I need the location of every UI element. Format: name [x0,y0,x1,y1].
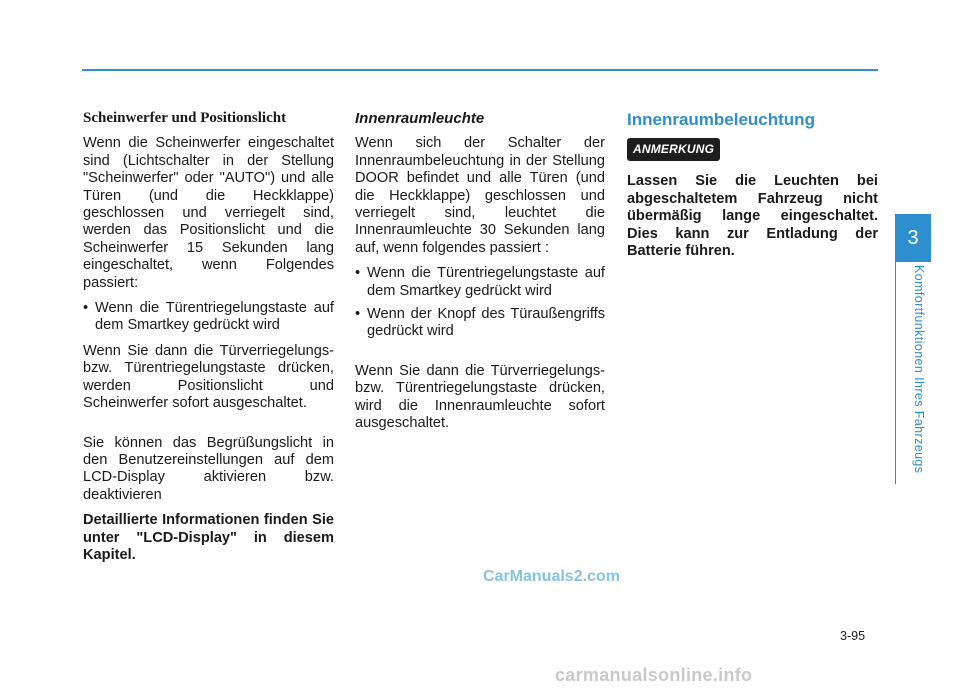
bullet-list-interior-lamp [355,265,605,341]
paragraph-interior-lamp-intro: Wenn sich der Schalter der Innenraumbeleuchtung in der Stellung DOOR befindet und alle Türen (und die Heckklappe) geschlossen und verriegelt sind, leuchtet die Innenraumleuchte 30 Sekunden lang auf, wenn folgendes passiert : [355,135,605,256]
list-item: • Wenn die Türentriegelungstaste auf dem Smartkey gedrückt wird [355,265,605,299]
watermark-carmanuals: CarManuals2.com [483,568,620,585]
paragraph-lcd-reference: Detaillierte Informationen finden Sie unter "LCD-Display" in diesem Kapitel. [83,512,334,563]
section-heading-interior-lighting: Innenraumbeleuchtung [627,110,815,129]
chapter-divider [895,262,896,484]
bullet-symbol: • [355,265,361,282]
paragraph-welcome-light: Sie können das Begrüßungslicht in den Benutzereinstellungen auf dem LCD-Display aktivieren bzw. deaktivieren [83,434,334,503]
chapter-title-vertical: Komfortfunktionen Ihres Fahrzeugs [912,265,926,474]
paragraph-headlights-intro: Wenn die Scheinwerfer eingeschaltet sind (Lichtschalter in der Stellung "Scheinwerfer" oder "AUTO") und alle Türen (und die Heckklappe) geschlossen und verriegelt sind, werden das Positionslicht und die Scheinwerfer 15 Sekunden lang eingeschaltet, wenn Folgendes passiert: [83,135,334,291]
section-heading-headlights: Scheinwerfer und Positionslicht [83,110,287,126]
paragraph-headlights-off: Wenn Sie dann die Türverriegelungs- bzw. Türentriegelungstaste drücken, werden Positionslicht und Scheinwerfer sofort ausgeschaltet. [83,342,334,412]
chapter-number-tab: 3 [895,214,931,262]
bullet-symbol: • [83,300,89,317]
top-rule [82,69,878,71]
note-text: Lassen Sie die Leuchten bei abgeschaltetem Fahrzeug nicht übermäßig lange eingeschaltet. Dies kann zur Entladung der Batterie führen. [627,173,878,260]
column-interior-lighting [627,110,878,268]
column-interior-lamp [355,110,605,441]
bullet-symbol: • [355,306,361,323]
list-item: • Wenn die Türentriegelungstaste auf dem Smartkey gedrückt wird [83,300,334,334]
list-item: • Wenn der Knopf des Türaußengriffs gedrückt wird [355,306,605,340]
note-badge: ANMERKUNG [627,138,720,161]
bullet-list-headlights [83,300,334,335]
footer-watermark: carmanualsonline.info [555,665,753,685]
page-number: 3-95 [840,629,866,643]
paragraph-interior-lamp-off: Wenn Sie dann die Türverriegelungs- bzw. Türentriegelungstaste drücken, wird die Innenraumleuchte sofort ausgeschaltet. [355,362,605,432]
column-headlights [83,110,334,572]
section-heading-interior-lamp: Innenraumleuchte [355,110,485,127]
